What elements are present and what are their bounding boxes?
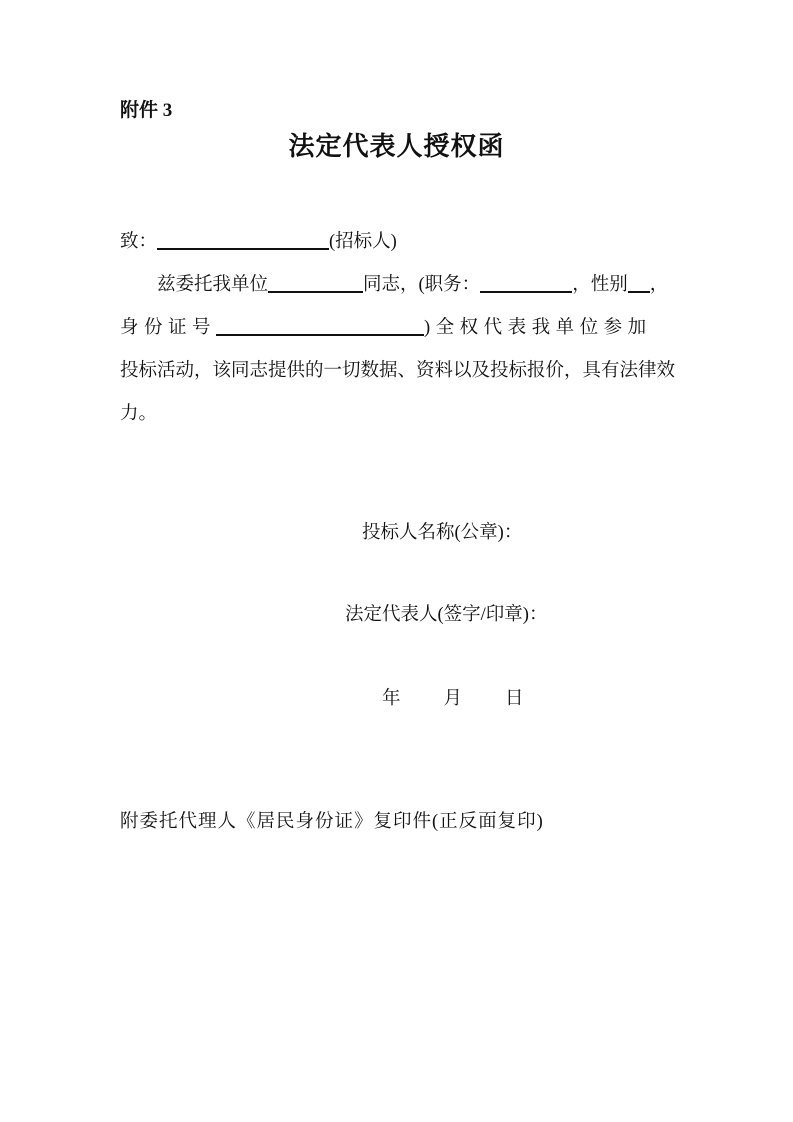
body-text-line-5: 力。 (120, 404, 158, 424)
id-number-line (120, 313, 676, 339)
position-blank (480, 279, 572, 293)
legal-representative-signature-label: 法定代表人(签字/印章)： (345, 605, 548, 625)
salutation-suffix: (招标人) (329, 232, 397, 252)
delegate-name-blank (268, 279, 363, 293)
attachment-label: 附件 3 (120, 100, 173, 121)
id-label: 身份证号 (120, 318, 217, 338)
date-year-label: 年 (382, 689, 401, 709)
id-number-blank (216, 322, 424, 336)
authorization-text: )全权代表我单位参加 (424, 318, 652, 338)
id-copy-attachment-note: 附委托代理人《居民身份证》复印件(正反面复印) (120, 812, 544, 832)
bidder-name-seal-label: 投标人名称(公章)： (362, 523, 523, 543)
gender-blank (628, 279, 650, 293)
salutation-line (120, 227, 676, 253)
delegation-line (120, 270, 676, 296)
body-text-line-4: 投标活动，该同志提供的一切数据、资料以及投标报价，具有法律效 (120, 361, 676, 381)
delegation-text-4: ， (649, 275, 669, 295)
document-title: 法定代表人授权函 (288, 132, 505, 161)
salutation-prefix: 致： (120, 232, 158, 252)
delegation-text-1: 兹委托我单位 (157, 275, 269, 295)
date-line (382, 684, 524, 710)
date-month-label: 月 (443, 689, 463, 709)
delegation-text-2: 同志，(职务： (363, 275, 481, 295)
delegation-text-3: ，性别 (572, 275, 628, 295)
date-day-label: 日 (505, 689, 524, 709)
recipient-name-blank (157, 236, 329, 250)
